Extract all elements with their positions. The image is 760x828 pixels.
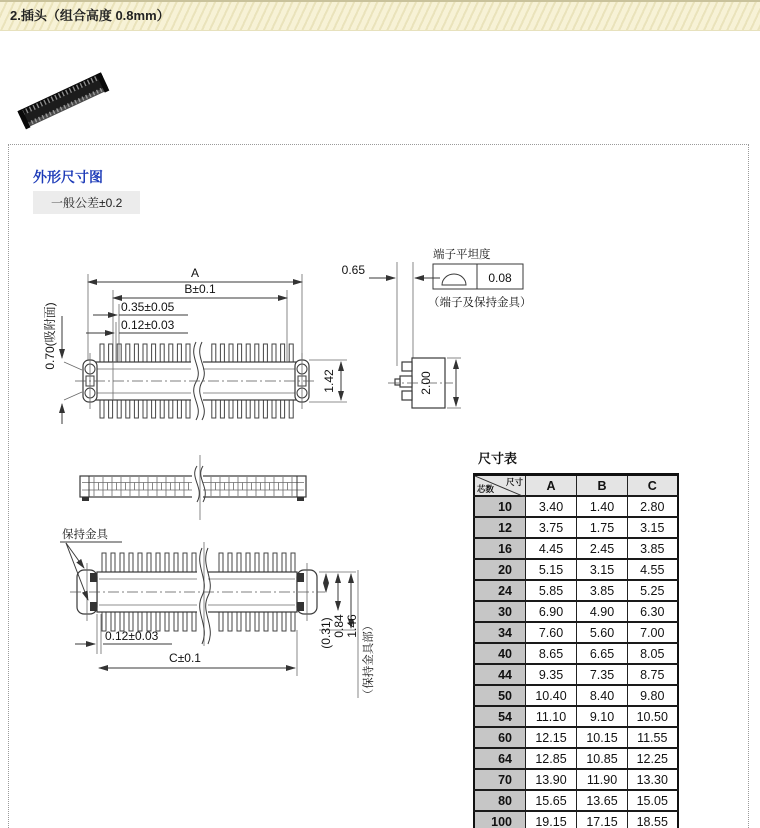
dim-value-cell: 3.40	[526, 496, 577, 517]
dim-value-cell: 19.15	[526, 811, 577, 828]
table-row	[474, 643, 678, 664]
table-row	[474, 685, 678, 706]
dim-012-bottom-label: 0.12±0.03	[105, 629, 159, 643]
pin-count-cell: 60	[474, 727, 526, 748]
dim-value-cell: 2.80	[628, 496, 678, 517]
side-view	[388, 358, 461, 408]
dim-value-cell: 10.85	[577, 748, 628, 769]
dim-value-cell: 2.45	[577, 538, 628, 559]
pin-count-cell: 64	[474, 748, 526, 769]
dim-value-cell: 11.10	[526, 706, 577, 727]
flatness-note: （端子及保持金具）	[428, 297, 532, 309]
general-tolerance-note: 一般公差±0.2	[33, 191, 140, 214]
dim-200-label: 2.00	[419, 371, 433, 395]
column-header-B: B	[577, 475, 628, 497]
dim-value-cell: 4.55	[628, 559, 678, 580]
dim-C-label: C±0.1	[169, 651, 201, 665]
table-row	[474, 559, 678, 580]
dim-value-cell: 7.00	[628, 622, 678, 643]
dim-031-label: (0.31)	[319, 617, 333, 649]
dim-value-cell: 5.25	[628, 580, 678, 601]
pin-count-cell: 50	[474, 685, 526, 706]
pin-count-cell: 70	[474, 769, 526, 790]
dim-value-cell: 3.85	[628, 538, 678, 559]
dimension-table	[473, 473, 679, 828]
pin-count-cell: 80	[474, 790, 526, 811]
flatness-symbol-icon	[442, 274, 466, 285]
dim-value-cell: 15.65	[526, 790, 577, 811]
column-header-A: A	[526, 475, 577, 497]
dim-value-cell: 12.25	[628, 748, 678, 769]
size-table-body	[474, 496, 678, 828]
dim-value-cell: 13.90	[526, 769, 577, 790]
dim-value-cell: 5.15	[526, 559, 577, 580]
dim-value-cell: 8.40	[577, 685, 628, 706]
dim-070-label: 0.70(吸附面)	[43, 302, 57, 370]
table-row	[474, 496, 678, 517]
dim-084-label: 0.84	[332, 614, 346, 638]
dim-value-cell: 17.15	[577, 811, 628, 828]
pin-count-cell: 30	[474, 601, 526, 622]
table-row	[474, 538, 678, 559]
dim-value-cell: 9.80	[628, 685, 678, 706]
dim-value-cell: 6.65	[577, 643, 628, 664]
dim-value-cell: 9.35	[526, 664, 577, 685]
dim-value-cell: 3.15	[628, 517, 678, 538]
dim-value-cell: 8.05	[628, 643, 678, 664]
pin-count-cell: 100	[474, 811, 526, 828]
dim-value-cell: 3.75	[526, 517, 577, 538]
table-row	[474, 601, 678, 622]
retention-fitting-part-label: （保持金具部）	[363, 619, 375, 701]
dim-value-cell: 3.15	[577, 559, 628, 580]
dim-value-cell: 4.90	[577, 601, 628, 622]
dim-value-cell: 13.65	[577, 790, 628, 811]
dim-value-cell: 18.55	[628, 811, 678, 828]
dim-065-label: 0.65	[341, 263, 365, 277]
flatness-title: 端子平坦度	[433, 249, 491, 261]
bottom-view	[60, 527, 375, 700]
pin-count-cell: 10	[474, 496, 526, 517]
table-row	[474, 517, 678, 538]
dim-value-cell: 4.45	[526, 538, 577, 559]
dim-B-label: B±0.1	[184, 282, 216, 296]
dim-value-cell: 13.30	[628, 769, 678, 790]
pin-count-cell: 40	[474, 643, 526, 664]
outline-dimension-panel	[8, 144, 749, 828]
pin-count-cell: 24	[474, 580, 526, 601]
dimension-table-title: 尺寸表	[478, 451, 518, 466]
dim-value-cell: 7.35	[577, 664, 628, 685]
pin-count-cell: 54	[474, 706, 526, 727]
panel-heading: 外形尺寸图	[33, 169, 103, 185]
pin-count-cell: 44	[474, 664, 526, 685]
corner-label-pins: 芯数	[477, 484, 495, 494]
retention-fitting-label: 保持金具	[62, 529, 108, 541]
table-row	[474, 706, 678, 727]
dim-value-cell: 11.90	[577, 769, 628, 790]
section-title: 2.插头（组合高度 0.8mm）	[10, 8, 170, 23]
pin-count-cell: 20	[474, 559, 526, 580]
dim-A-label: A	[190, 266, 200, 280]
table-header-row	[474, 475, 678, 497]
dim-value-cell: 10.40	[526, 685, 577, 706]
dim-value-cell: 8.65	[526, 643, 577, 664]
dim-146-label: 1.46	[345, 614, 359, 638]
dim-value-cell: 15.05	[628, 790, 678, 811]
flatness-spec	[342, 247, 532, 366]
dim-value-cell: 9.10	[577, 706, 628, 727]
dim-value-cell: 5.85	[526, 580, 577, 601]
dim-value-cell: 3.85	[577, 580, 628, 601]
table-row	[474, 727, 678, 748]
elevation-view	[80, 455, 306, 520]
dim-value-cell: 10.50	[628, 706, 678, 727]
dim-035-label: 0.35±0.05	[121, 300, 175, 314]
pin-count-cell: 16	[474, 538, 526, 559]
connector-photo-body	[18, 72, 110, 129]
dim-value-cell: 10.15	[577, 727, 628, 748]
dim-value-cell: 1.40	[577, 496, 628, 517]
dim-value-cell: 6.90	[526, 601, 577, 622]
product-photo	[8, 50, 118, 145]
table-row	[474, 769, 678, 790]
dim-value-cell: 7.60	[526, 622, 577, 643]
table-row	[474, 580, 678, 601]
corner-label-size: 尺寸	[505, 477, 523, 487]
pin-count-cell: 12	[474, 517, 526, 538]
dim-value-cell: 5.60	[577, 622, 628, 643]
dim-value-cell: 6.30	[628, 601, 678, 622]
plan-view	[43, 266, 347, 424]
dim-value-cell: 12.15	[526, 727, 577, 748]
column-header-C: C	[628, 475, 678, 497]
dim-012-label: 0.12±0.03	[121, 318, 175, 332]
table-row	[474, 622, 678, 643]
pin-count-cell: 34	[474, 622, 526, 643]
table-row	[474, 790, 678, 811]
dim-value-cell: 11.55	[628, 727, 678, 748]
dim-value-cell: 12.85	[526, 748, 577, 769]
dim-value-cell: 1.75	[577, 517, 628, 538]
table-row	[474, 811, 678, 828]
dim-value-cell: 8.75	[628, 664, 678, 685]
table-corner-cell	[474, 475, 526, 497]
table-row	[474, 664, 678, 685]
section-header-bar	[0, 0, 760, 30]
table-row	[474, 748, 678, 769]
flatness-value: 0.08	[488, 271, 512, 285]
dim-142-label: 1.42	[322, 369, 336, 393]
